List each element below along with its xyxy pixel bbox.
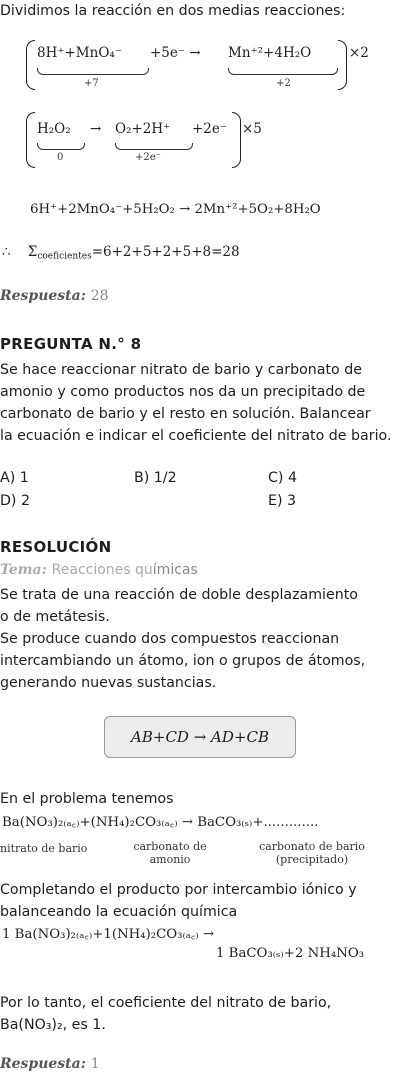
eq1-left: 8H⁺+MnO₄⁻ [37, 45, 122, 61]
close-paren [232, 112, 241, 168]
eq2-multiplier: ×5 [242, 121, 262, 137]
eq1-electrons: +5e⁻ → [150, 45, 201, 61]
topic-value [52, 562, 198, 578]
eq2-electrons: +2e⁻ [192, 121, 228, 137]
coefficient-sum [2, 244, 240, 260]
underbrace [37, 68, 149, 75]
label-line: amonio [149, 853, 191, 866]
eq2-arrow: → [90, 121, 102, 137]
question-line: amonio y como productos nos da un precipitado de [0, 384, 366, 400]
eq2-left-ox: 0 [57, 152, 64, 163]
answer-value: 28 [90, 288, 109, 304]
paragraph-line: Se trata de una reacción de doble desplazamiento [0, 587, 358, 603]
close-paren [338, 40, 347, 90]
question-title: PREGUNTA N.° 8 [0, 335, 142, 353]
eq2-right-ox: +2e⁻ [135, 152, 161, 163]
eq1-multiplier: ×2 [349, 45, 369, 61]
paragraph-line: Completando el producto por intercambio iónico y [0, 882, 357, 898]
resolution-paragraph-2 [0, 628, 400, 694]
label-carbonato-bario [252, 840, 372, 866]
paragraph-line: Se produce cuando dos compuestos reaccionan [0, 631, 340, 647]
label-line: (precipitado) [275, 853, 349, 866]
balanced-equation-line-1: 1 Ba(NO₃)₂₍ₐ꜀₎+1(NH₄)₂CO₃₍ₐ꜀₎ → [2, 927, 215, 942]
option-a: A) 1 [0, 470, 29, 486]
option-c: C) 4 [268, 470, 297, 486]
question-line: Se hace reaccionar nitrato de bario y carbonato de [0, 362, 362, 378]
option-b: B) 1/2 [134, 470, 177, 486]
eq1-left-ox: +7 [84, 78, 99, 89]
answer-value: 1 [90, 1056, 100, 1072]
option-d: D) 2 [0, 493, 30, 509]
option-e: E) 3 [268, 493, 297, 509]
problem-equation: Ba(NO₃)₂₍ₐ꜀₎+(NH₄)₂CO₃₍ₐ꜀₎ → BaCO₃₍ₛ₎+............. [2, 815, 319, 830]
underbrace [115, 143, 193, 150]
topic-value-part: Reacciones qu [51, 562, 153, 578]
balanced-equation-line-2: 1 BaCO₃₍ₛ₎+2 NH₄NO₃ [216, 946, 365, 961]
global-equation: 6H⁺+2MnO₄⁻+5H₂O₂ → 2Mn⁺²+5O₂+8H₂O [30, 202, 321, 217]
underbrace [37, 143, 85, 150]
topic [0, 562, 198, 578]
underbrace [228, 68, 338, 75]
sum-subscript: coeficientes [37, 251, 92, 262]
paragraph-line: Ba(NO₃)₂, es 1. [0, 1017, 106, 1033]
topic-value-part: ímicas [152, 562, 198, 578]
label-line: carbonato de [133, 840, 207, 853]
eq1-right-ox: +2 [276, 78, 291, 89]
topic-label: Tema: [0, 562, 47, 578]
answer-label: Respuesta: [0, 1056, 86, 1072]
label-carbonato-amonio [127, 840, 213, 866]
open-paren [26, 112, 35, 168]
answer-1 [0, 288, 109, 304]
question-text [0, 359, 400, 447]
eq2-right: O₂+2H⁺ [115, 121, 171, 137]
label-line: carbonato de bario [259, 840, 365, 853]
eq1-right: Mn⁺²+4H₂O [228, 45, 312, 61]
answer-2 [0, 1056, 100, 1072]
therefore-symbol: ∴ [2, 244, 11, 260]
paragraph-line: Por lo tanto, el coeficiente del nitrato de bario, [0, 995, 332, 1011]
paragraph-line: intercambiando un átomo, ion o grupos de átomos, [0, 653, 366, 669]
paragraph-line: balanceando la ecuación química [0, 904, 238, 920]
label-nitrato: nitrato de bario [0, 842, 88, 855]
sum-value: =6+2+5+2+5+8=28 [91, 244, 240, 260]
open-paren [26, 40, 35, 90]
paragraph-line: generando nuevas sustancias. [0, 675, 217, 691]
resolution-paragraph-1 [0, 584, 400, 628]
question-line: carbonato de bario y el resto en solución. Balancear [0, 406, 371, 422]
completion-paragraph [0, 879, 400, 923]
general-reaction-box: AB+CD → AD+CB [104, 716, 296, 758]
paragraph-line: o de metátesis. [0, 609, 110, 625]
eq2-left: H₂O₂ [37, 121, 71, 137]
conclusion-paragraph [0, 992, 400, 1036]
question-line: la ecuación e indicar el coeficiente del nitrato de bario. [0, 428, 392, 444]
intro-text: Dividimos la reacción en dos medias reacciones: [0, 3, 346, 19]
resolution-title: RESOLUCIÓN [0, 538, 112, 556]
sigma-symbol: Σ [27, 244, 38, 260]
problem-intro: En el problema tenemos [0, 791, 174, 807]
answer-label: Respuesta: [0, 288, 86, 304]
